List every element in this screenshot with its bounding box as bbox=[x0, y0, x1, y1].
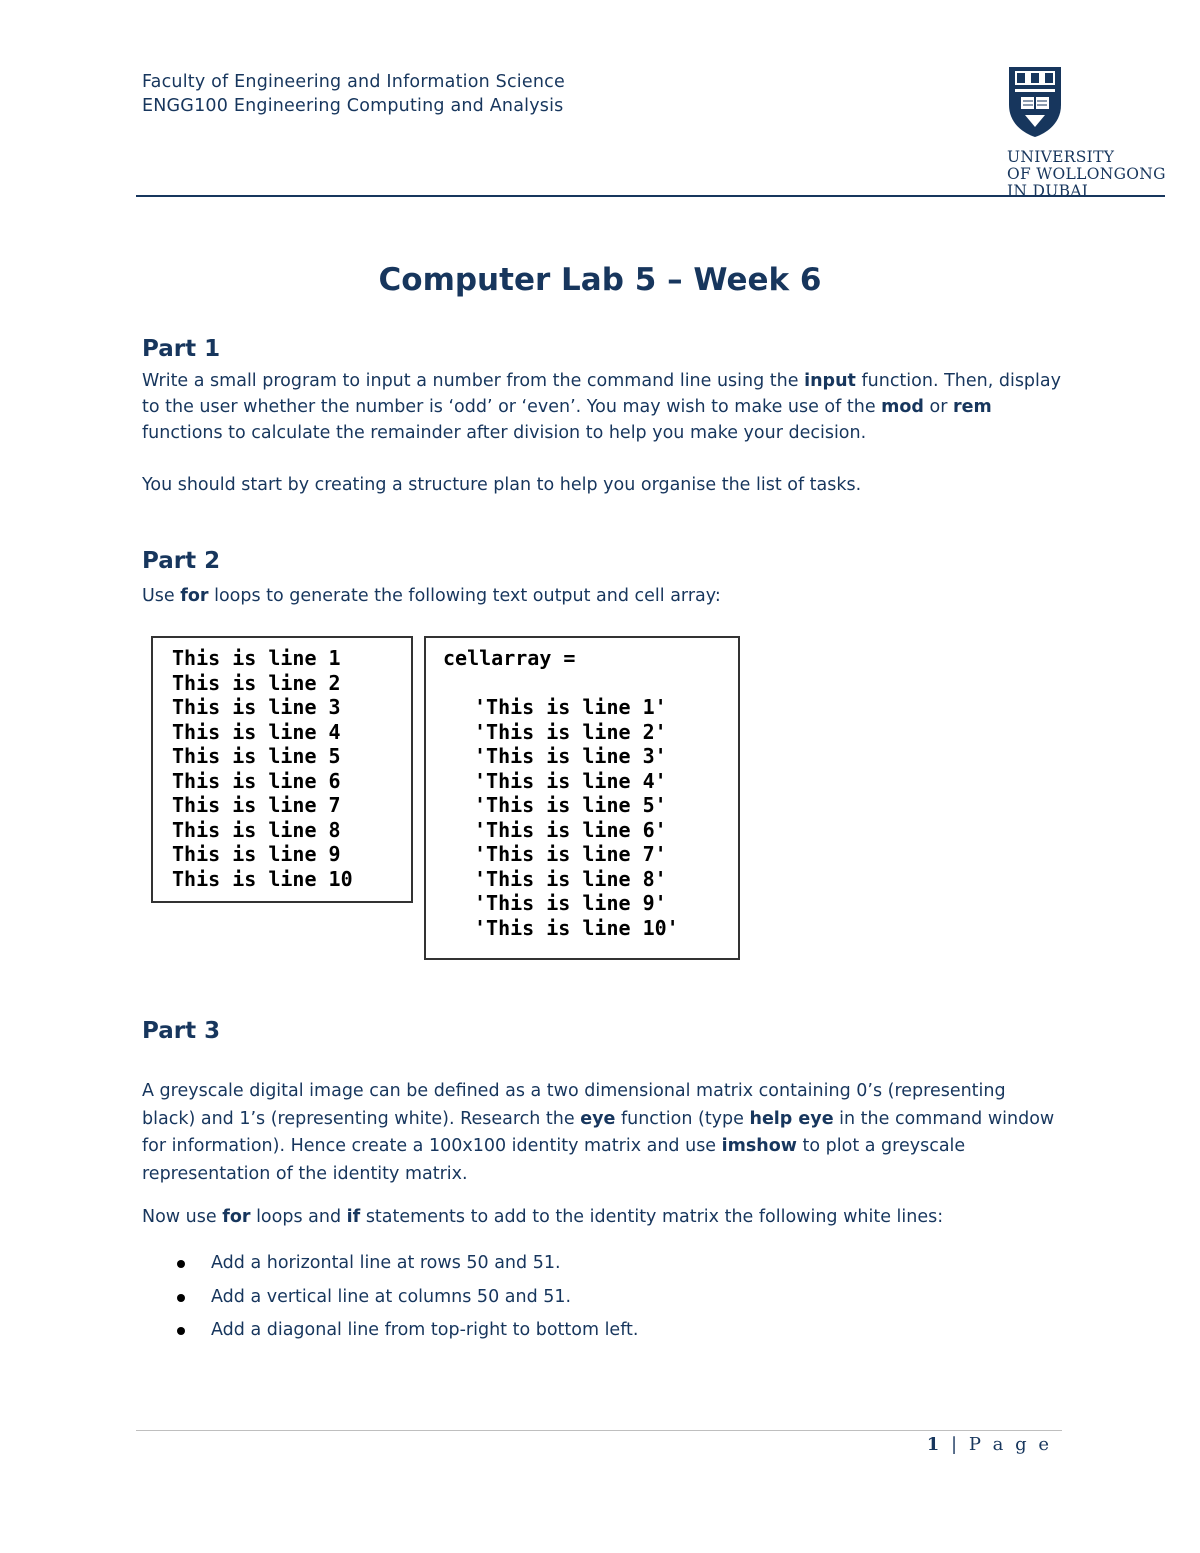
cell-array-box bbox=[424, 636, 740, 960]
faculty-name: Faculty of Engineering and Information Science bbox=[142, 72, 565, 92]
page-number-footer bbox=[927, 1434, 1052, 1455]
output-line: This is line 9 bbox=[172, 842, 341, 866]
output-line: This is line 2 bbox=[172, 670, 341, 695]
text-output-box bbox=[151, 636, 413, 903]
cell-array-item: 'This is line 4' bbox=[474, 768, 667, 793]
part-3-instructions: Now use for loops and if statements to add to the identity matrix the following white lines: bbox=[142, 1207, 944, 1227]
output-line: This is line 7 bbox=[172, 793, 341, 817]
task-list bbox=[172, 1250, 638, 1351]
output-line: This is line 8 bbox=[172, 817, 341, 842]
part-2-intro: Use for loops to generate the following text output and cell array: bbox=[142, 586, 721, 606]
output-line: This is line 5 bbox=[172, 744, 341, 768]
page-number: 1 bbox=[926, 1434, 943, 1455]
cell-array-item: 'This is line 7' bbox=[474, 842, 667, 866]
logo-line-1: UNIVERSITY bbox=[1007, 148, 1115, 166]
university-logo bbox=[1007, 65, 1167, 195]
page-title: Computer Lab 5 – Week 6 bbox=[378, 262, 822, 298]
part-2-heading: Part 2 bbox=[142, 548, 221, 574]
university-crest-icon bbox=[1007, 65, 1063, 139]
logo-line-3: IN DUBAI bbox=[1007, 183, 1089, 195]
cell-array-header: cellarray = bbox=[443, 646, 576, 670]
cell-array-item: 'This is line 1' bbox=[474, 695, 667, 719]
part-1-paragraph: Write a small program to input a number from the command line using the input function. Then, display to the user whether the number is ‘odd’ or ‘even’. You may wish to make use of the mod or rem functions to calculate the remainder after division to help you make your decision. bbox=[142, 371, 1061, 443]
part-3-paragraph: A greyscale digital image can be defined as a two dimensional matrix containing 0’s (representing black) and 1’s (representing white). Research the eye function (type help eye in the command window for information). Hence create a 100x100 identity matrix and use imshow to plot a greyscale representation of the identity matrix. bbox=[142, 1081, 1055, 1184]
cell-array-item: 'This is line 2' bbox=[474, 719, 667, 744]
list-item: Add a diagonal line from top-right to bottom left. bbox=[172, 1317, 638, 1351]
output-line: This is line 3 bbox=[172, 695, 341, 719]
part-3-heading: Part 3 bbox=[142, 1018, 221, 1044]
footer-rule bbox=[136, 1430, 1062, 1431]
page-label: | P a g e bbox=[951, 1434, 1052, 1455]
list-item: Add a vertical line at columns 50 and 51. bbox=[172, 1284, 638, 1318]
cell-array-item: 'This is line 9' bbox=[474, 891, 667, 915]
output-line: This is line 1 bbox=[172, 646, 341, 670]
cell-array-item: 'This is line 10' bbox=[474, 915, 679, 940]
list-item: Add a horizontal line at rows 50 and 51. bbox=[172, 1250, 638, 1284]
output-line: This is line 10 bbox=[172, 866, 353, 891]
logo-line-2: OF WOLLONGONG bbox=[1007, 165, 1166, 183]
cell-array-item: 'This is line 3' bbox=[474, 744, 667, 768]
part-1-structure-plan-text: You should start by creating a structure plan to help you organise the list of tasks. bbox=[142, 475, 862, 495]
course-name: ENGG100 Engineering Computing and Analysis bbox=[142, 96, 564, 116]
cell-array-item: 'This is line 6' bbox=[474, 817, 667, 842]
part-1-heading: Part 1 bbox=[142, 336, 221, 362]
cell-array-blank-line bbox=[443, 671, 738, 696]
output-line: This is line 4 bbox=[172, 719, 341, 744]
header-rule bbox=[136, 195, 1165, 197]
cell-array-item: 'This is line 5' bbox=[474, 793, 667, 817]
cell-array-item: 'This is line 8' bbox=[474, 866, 667, 891]
cell-array-contents bbox=[443, 695, 738, 940]
output-line: This is line 6 bbox=[172, 768, 341, 793]
